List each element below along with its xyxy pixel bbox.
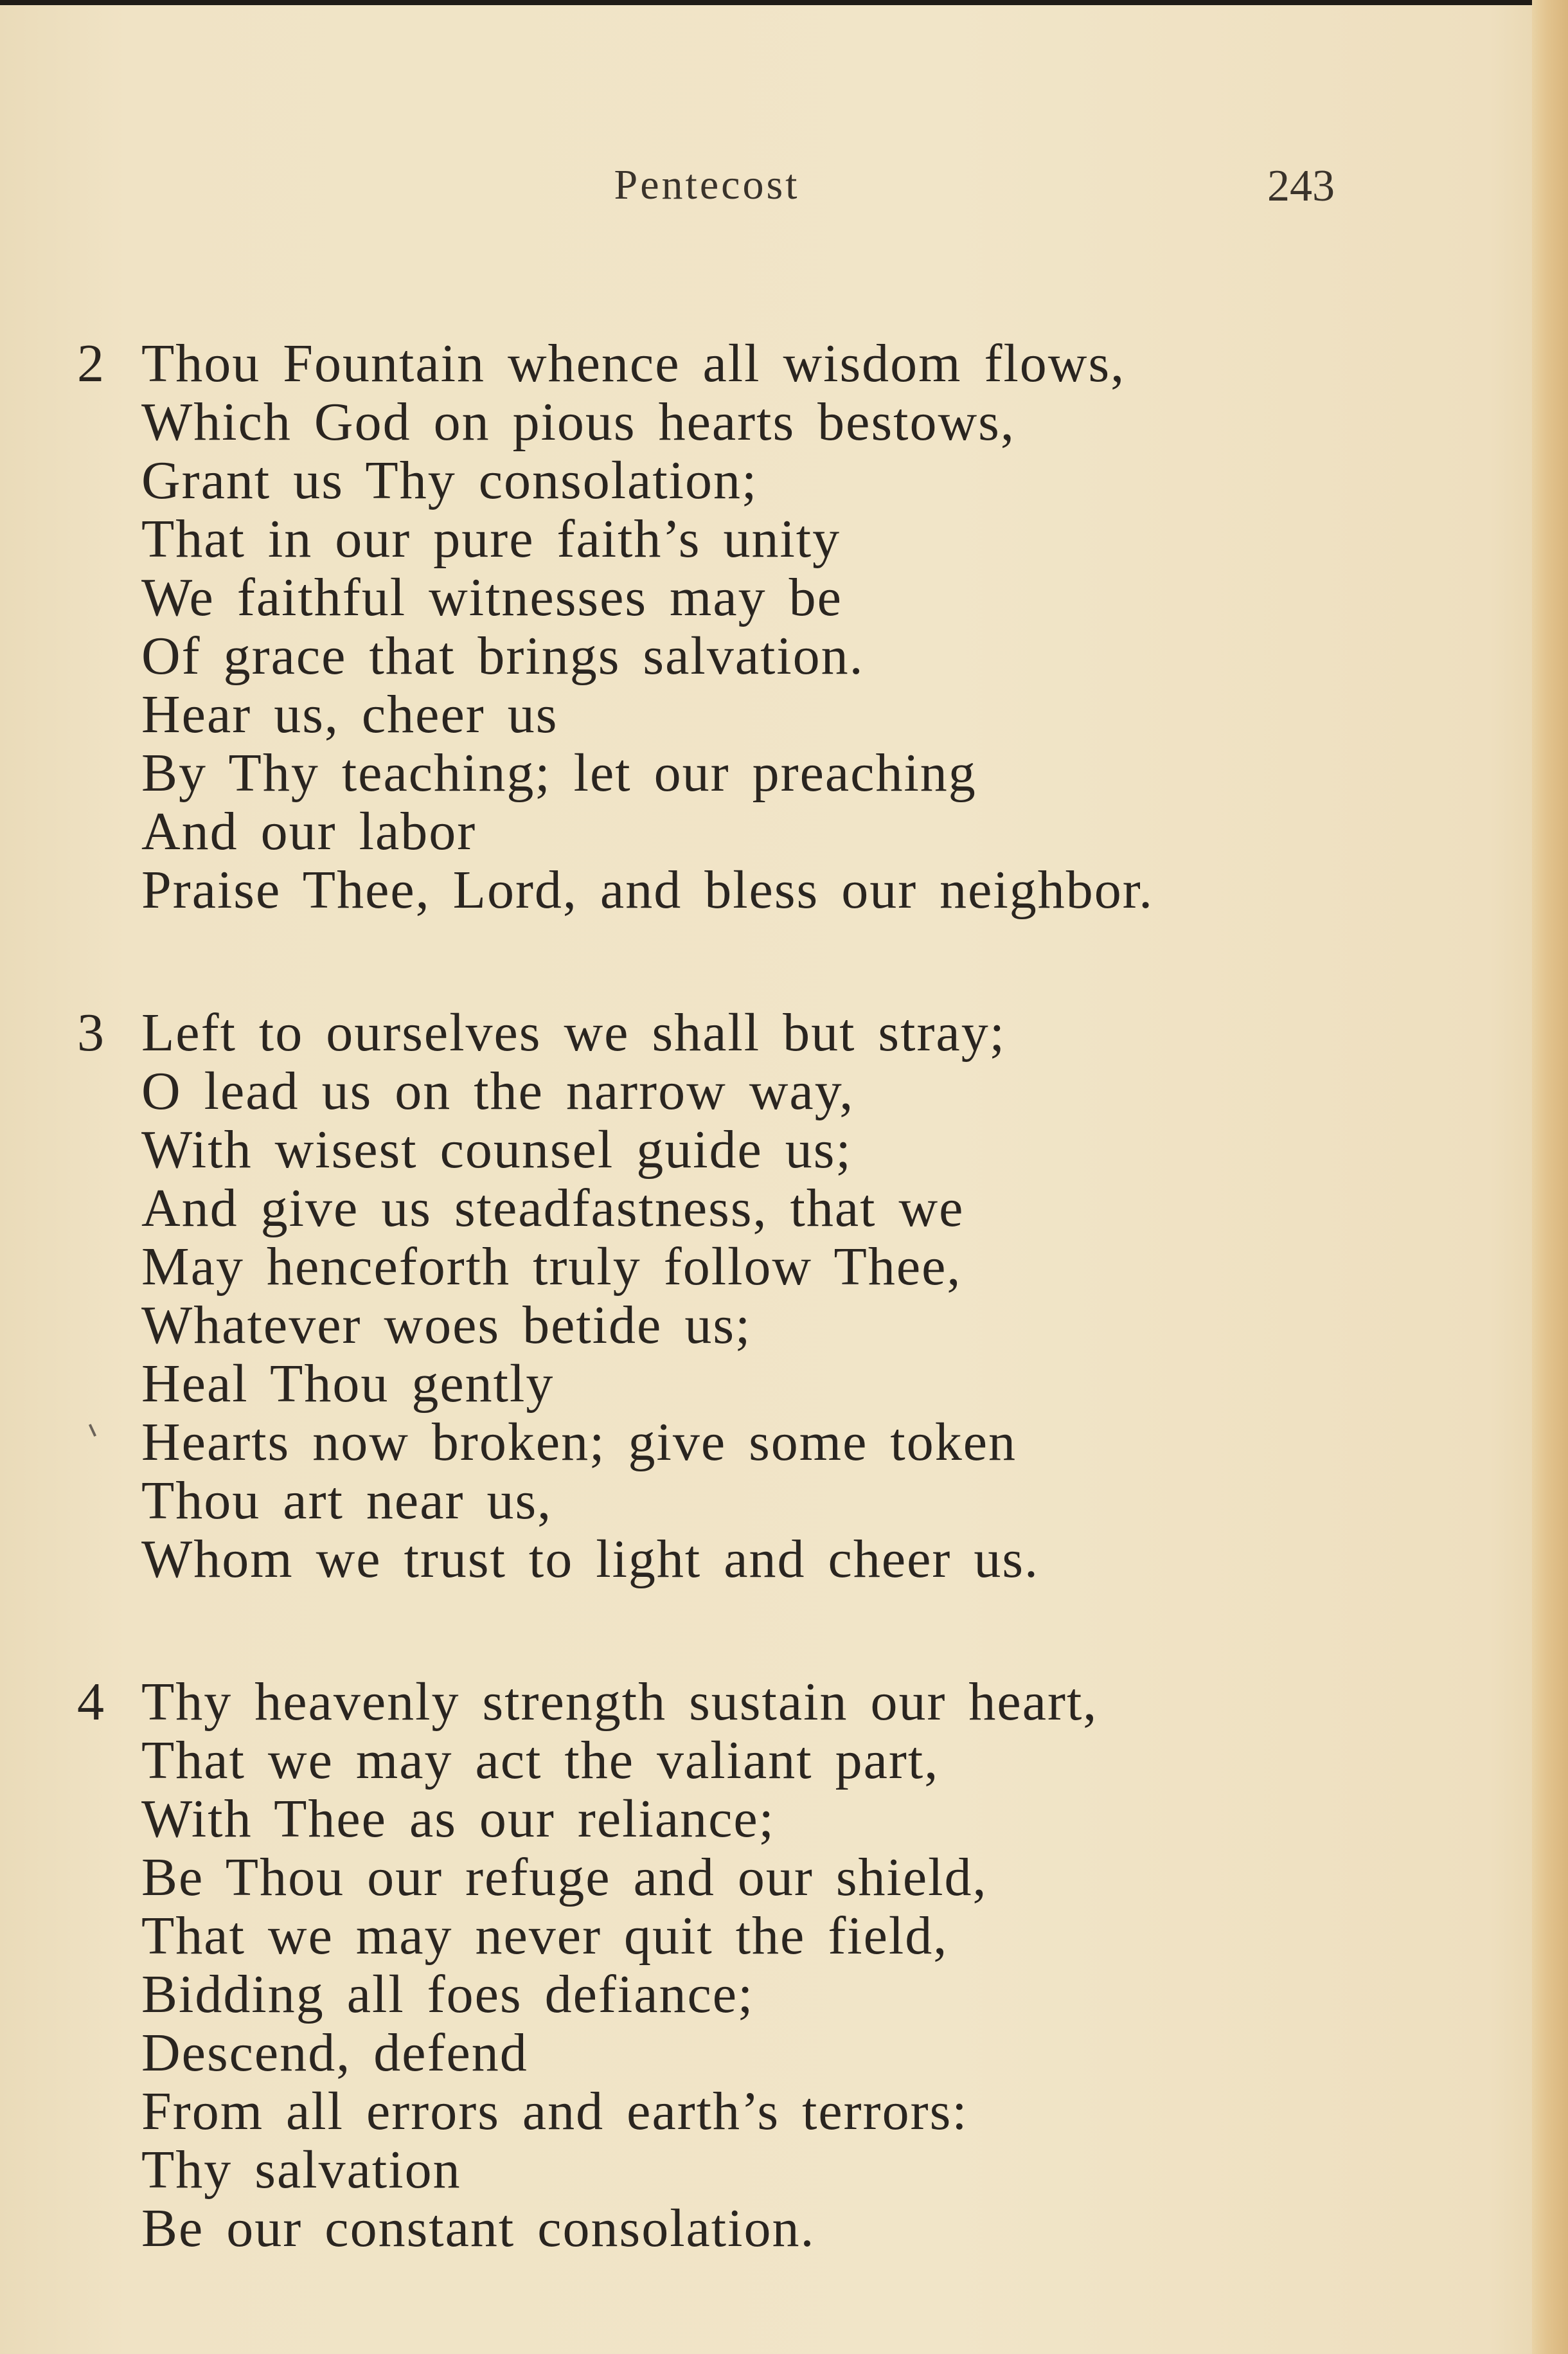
stanza-number: 4 (77, 1672, 104, 1732)
stanza-lines (141, 1673, 1098, 2258)
verse-line: Bidding all foes defiance; (141, 1964, 754, 2024)
verse-line: Heal Thou gently (141, 1354, 555, 1414)
page-edge-shadow (1532, 0, 1568, 2354)
verse-line: From all errors and earth’s terrors: (141, 2081, 968, 2141)
verse-line: Thy salvation (141, 2140, 461, 2200)
verse-line: Of grace that brings salvation. (141, 626, 864, 686)
verse-line: And our labor (141, 802, 477, 861)
stanza-lines (141, 334, 1154, 919)
running-head (0, 161, 1568, 212)
verse-line: Thou Fountain whence all wisdom flows, (141, 334, 1126, 393)
verse-line: Grant us Thy consolation; (141, 451, 758, 510)
verse-line: Be Thou our refuge and our shield, (141, 1847, 988, 1907)
verse-line: Be our constant consolation. (141, 2198, 815, 2258)
stanza-number: 2 (77, 334, 104, 393)
verse-line: By Thy teaching; let our preaching (141, 743, 977, 803)
verse-line: With wisest counsel guide us; (141, 1120, 852, 1180)
verse-line: Thou art near us, (141, 1471, 553, 1531)
verse-line: Hearts now broken; give some token (141, 1412, 1017, 1472)
verse-line: Which God on pious hearts bestows, (141, 392, 1015, 452)
verse-line: Thy heavenly strength sustain our heart, (141, 1672, 1098, 1732)
verse-line: Left to ourselves we shall but stray; (141, 1003, 1006, 1063)
verse-line: O lead us on the narrow way, (141, 1061, 855, 1121)
verse-line: Praise Thee, Lord, and bless our neighbor. (141, 860, 1154, 920)
verse-line: We faithful witnesses may be (141, 568, 842, 627)
verse-line: That we may act the valiant part, (141, 1730, 940, 1790)
running-title: Pentecost (614, 161, 800, 208)
verse-line: And give us steadfastness, that we (141, 1178, 965, 1238)
verse-line: Descend, defend (141, 2023, 528, 2083)
verse-line: With Thee as our reliance; (141, 1789, 776, 1849)
page-number: 243 (1267, 161, 1335, 211)
top-edge-rule (0, 0, 1568, 5)
verse-line: That in our pure faith’s unity (141, 509, 841, 569)
verse-line: That we may never quit the field, (141, 1906, 949, 1966)
stanza-number: 3 (77, 1003, 104, 1063)
verse-line: Whom we trust to light and cheer us. (141, 1529, 1040, 1589)
verse-line: May henceforth truly follow Thee, (141, 1237, 962, 1297)
margin-mark (89, 1424, 96, 1437)
verse-line: Hear us, cheer us (141, 685, 558, 744)
verse-line: Whatever woes betide us; (141, 1295, 752, 1355)
stanza-lines (141, 1003, 1039, 1588)
